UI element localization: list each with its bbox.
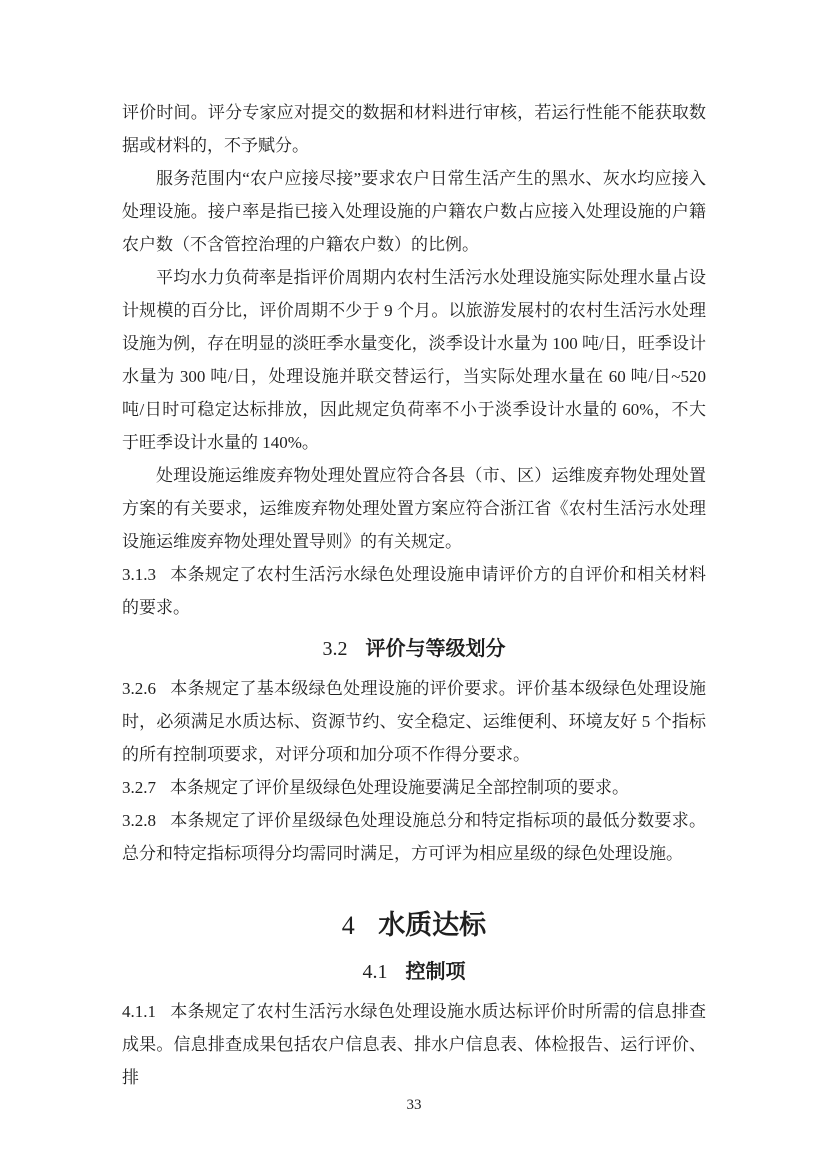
section-heading-3-2 [122,634,706,664]
clause-4-1-1 [122,995,706,1094]
clause-3-2-7 [122,771,706,804]
paragraph-service-scope: 服务范围内“农户应接尽接”要求农户日常生活产生的黑水、灰水均应接入处理设施。接户率是指已接入处理设施的户籍农户数占应接入处理设施的户籍农户数（不含管控治理的户籍农户数）的比例。 [122,169,706,254]
paragraph-continuation: 评价时间。评分专家应对提交的数据和材料进行审核，若运行性能不能获取数据或材料的，不予赋分。 [122,103,706,155]
clause-number: 4.1.1 [122,1002,156,1021]
page-number: 33 [406,1097,422,1113]
clause-number: 3.1.3 [122,565,156,584]
section-title: 控制项 [405,961,466,983]
paragraph-hydraulic-load: 平均水力负荷率是指评价周期内农村生活污水处理设施实际处理水量占设计规模的百分比，评价周期不少于 9 个月。以旅游发展村的农村生活污水处理设施为例，存在明显的淡旺季水量变化，淡季设计水量为 100 吨/日，旺季设计水量为 300 吨/日，处理设施并联交替运行，当实际处理水量在 60 吨/日~520 吨/日时可稳定达标排放，因此规定负荷率不小于淡季设计水量的 60%，不大于旺季设计水量的 140%。 [122,268,706,452]
clause-3-1-3 [122,558,706,624]
clause-text: 本条规定了评价星级绿色处理设施总分和特定指标项的最低分数要求。总分和特定指标项得分均需同时满足，方可评为相应星级的绿色处理设施。 [122,811,706,863]
section-title: 评价与等级划分 [365,638,506,660]
chapter-number: 4 [341,911,355,940]
clause-number: 3.2.8 [122,811,156,830]
clause-3-2-6 [122,672,706,771]
clause-number: 3.2.6 [122,679,156,698]
clause-text: 本条规定了基本级绿色处理设施的评价要求。评价基本级绿色处理设施时，必须满足水质达标、资源节约、安全稳定、运维便利、环境友好 5 个指标的所有控制项要求，对评分项和加分项不作得分要求。 [122,679,706,764]
chapter-heading-4 [122,904,706,947]
page-body-text [122,96,706,1114]
section-number: 3.2 [322,638,348,660]
clause-number: 3.2.7 [122,778,156,797]
paragraph-waste-disposal: 处理设施运维废弃物处理处置应符合各县（市、区）运维废弃物处理处置方案的有关要求，运维废弃物处理处置方案应符合浙江省《农村生活污水处理设施运维废弃物处理处置导则》的有关规定。 [122,466,706,551]
clause-text: 本条规定了农村生活污水绿色处理设施水质达标评价时所需的信息排查成果。信息排查成果包括农户信息表、排水户信息表、体检报告、运行评价、排 [122,1002,706,1087]
section-number: 4.1 [362,961,388,983]
section-heading-4-1 [122,957,706,987]
clause-3-2-8 [122,804,706,870]
clause-text: 本条规定了评价星级绿色处理设施要满足全部控制项的要求。 [170,778,629,797]
chapter-title: 水质达标 [378,910,487,940]
clause-text: 本条规定了农村生活污水绿色处理设施申请评价方的自评价和相关材料的要求。 [122,565,706,617]
